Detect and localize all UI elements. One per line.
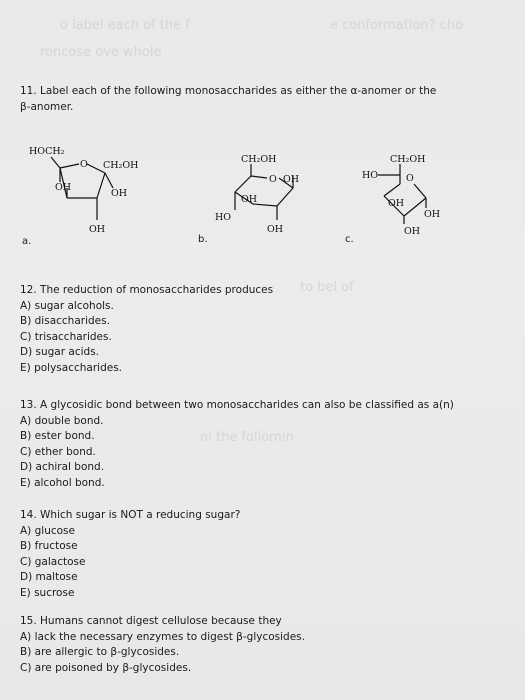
structure-b-ring-o: O	[269, 174, 277, 185]
structure-b-oh-bottom: OH	[267, 224, 284, 235]
structure-a-ch2oh: CH₂OH	[103, 160, 139, 171]
question-13-option-a: A) double bond.	[20, 414, 104, 427]
structure-c-pyranose	[360, 150, 470, 240]
question-15	[20, 614, 305, 676]
structure-c-ring-o: O	[406, 173, 414, 184]
bleed-through-text: ni the follomin	[200, 430, 294, 445]
question-13-option-d: D) achiral bond.	[20, 461, 105, 474]
structure-c-oh-right: OH	[424, 209, 441, 220]
question-15-option-b: B) are allergic to β-glycosides.	[20, 646, 180, 659]
structure-c-oh-mid: OH	[388, 198, 405, 209]
structure-a-hoch2: HOCH₂	[29, 146, 65, 157]
structure-b-pyranose	[205, 150, 325, 240]
structure-a-ring-o: O	[80, 159, 88, 170]
question-13-stem: 13. A glycosidic bond between two monosaccharides can also be classified as a(n)	[20, 399, 454, 411]
question-11	[20, 84, 436, 115]
question-12-option-b: B) disaccharides.	[20, 315, 110, 328]
question-14-option-d: D) maltose	[20, 571, 78, 584]
question-15-stem: 15. Humans cannot digest cellulose because they	[20, 615, 282, 627]
question-14-stem: 14. Which sugar is NOT a reducing sugar?	[20, 509, 241, 521]
question-11-stem-line1: 11. Label each of the following monosaccharides as either the α-anomer or the	[20, 85, 437, 97]
question-12-stem: 12. The reduction of monosaccharides produces	[20, 284, 274, 296]
question-12-option-c: C) trisaccharides.	[20, 330, 112, 343]
question-15-option-a: A) lack the necessary enzymes to digest β-glycosides.	[20, 630, 305, 643]
question-12-option-d: D) sugar acids.	[20, 346, 99, 359]
structure-a-oh-bottom: OH	[89, 224, 106, 235]
question-13-option-b: B) ester bond.	[20, 430, 95, 443]
structure-a-oh-left: OH	[55, 182, 72, 193]
structure-a-furanose	[25, 140, 165, 250]
bleed-through-text: e conformation? cho	[330, 18, 464, 33]
structure-a-label: a.	[22, 236, 32, 247]
question-14-option-e: E) sucrose	[20, 586, 75, 599]
question-14	[20, 508, 240, 602]
question-12-option-e: E) polysaccharides.	[20, 361, 122, 374]
structure-b-label: b.	[198, 234, 208, 245]
question-13	[20, 398, 454, 492]
structure-a-oh-right: OH	[111, 188, 128, 199]
structure-b-oh-right: OH	[283, 174, 300, 185]
question-11-stem-line2: β-anomer.	[20, 100, 74, 113]
structure-b-ho: HO	[215, 212, 232, 223]
question-13-option-c: C) ether bond.	[20, 445, 96, 458]
question-12	[20, 283, 273, 377]
question-14-option-c: C) galactose	[20, 555, 86, 568]
structure-b-ch2oh: CH₂OH	[241, 154, 277, 165]
bleed-through-text: to bel of	[300, 280, 354, 295]
bleed-through-text: roncose ove whole	[40, 45, 162, 60]
question-14-option-b: B) fructose	[20, 540, 78, 553]
question-13-option-e: E) alcohol bond.	[20, 476, 105, 489]
structure-c-ch2oh: CH₂OH	[390, 154, 426, 165]
bleed-through-text: o label each of the f	[60, 18, 190, 33]
question-12-option-a: A) sugar alcohols.	[20, 299, 114, 312]
question-15-option-c: C) are poisoned by β-glycosides.	[20, 661, 192, 674]
structure-b-oh-mid: OH	[241, 194, 258, 205]
structure-c-oh-bottom: OH	[404, 226, 421, 237]
structure-c-label: c.	[345, 234, 354, 245]
structure-c-ho: HO	[362, 170, 379, 181]
question-14-option-a: A) glucose	[20, 524, 75, 537]
